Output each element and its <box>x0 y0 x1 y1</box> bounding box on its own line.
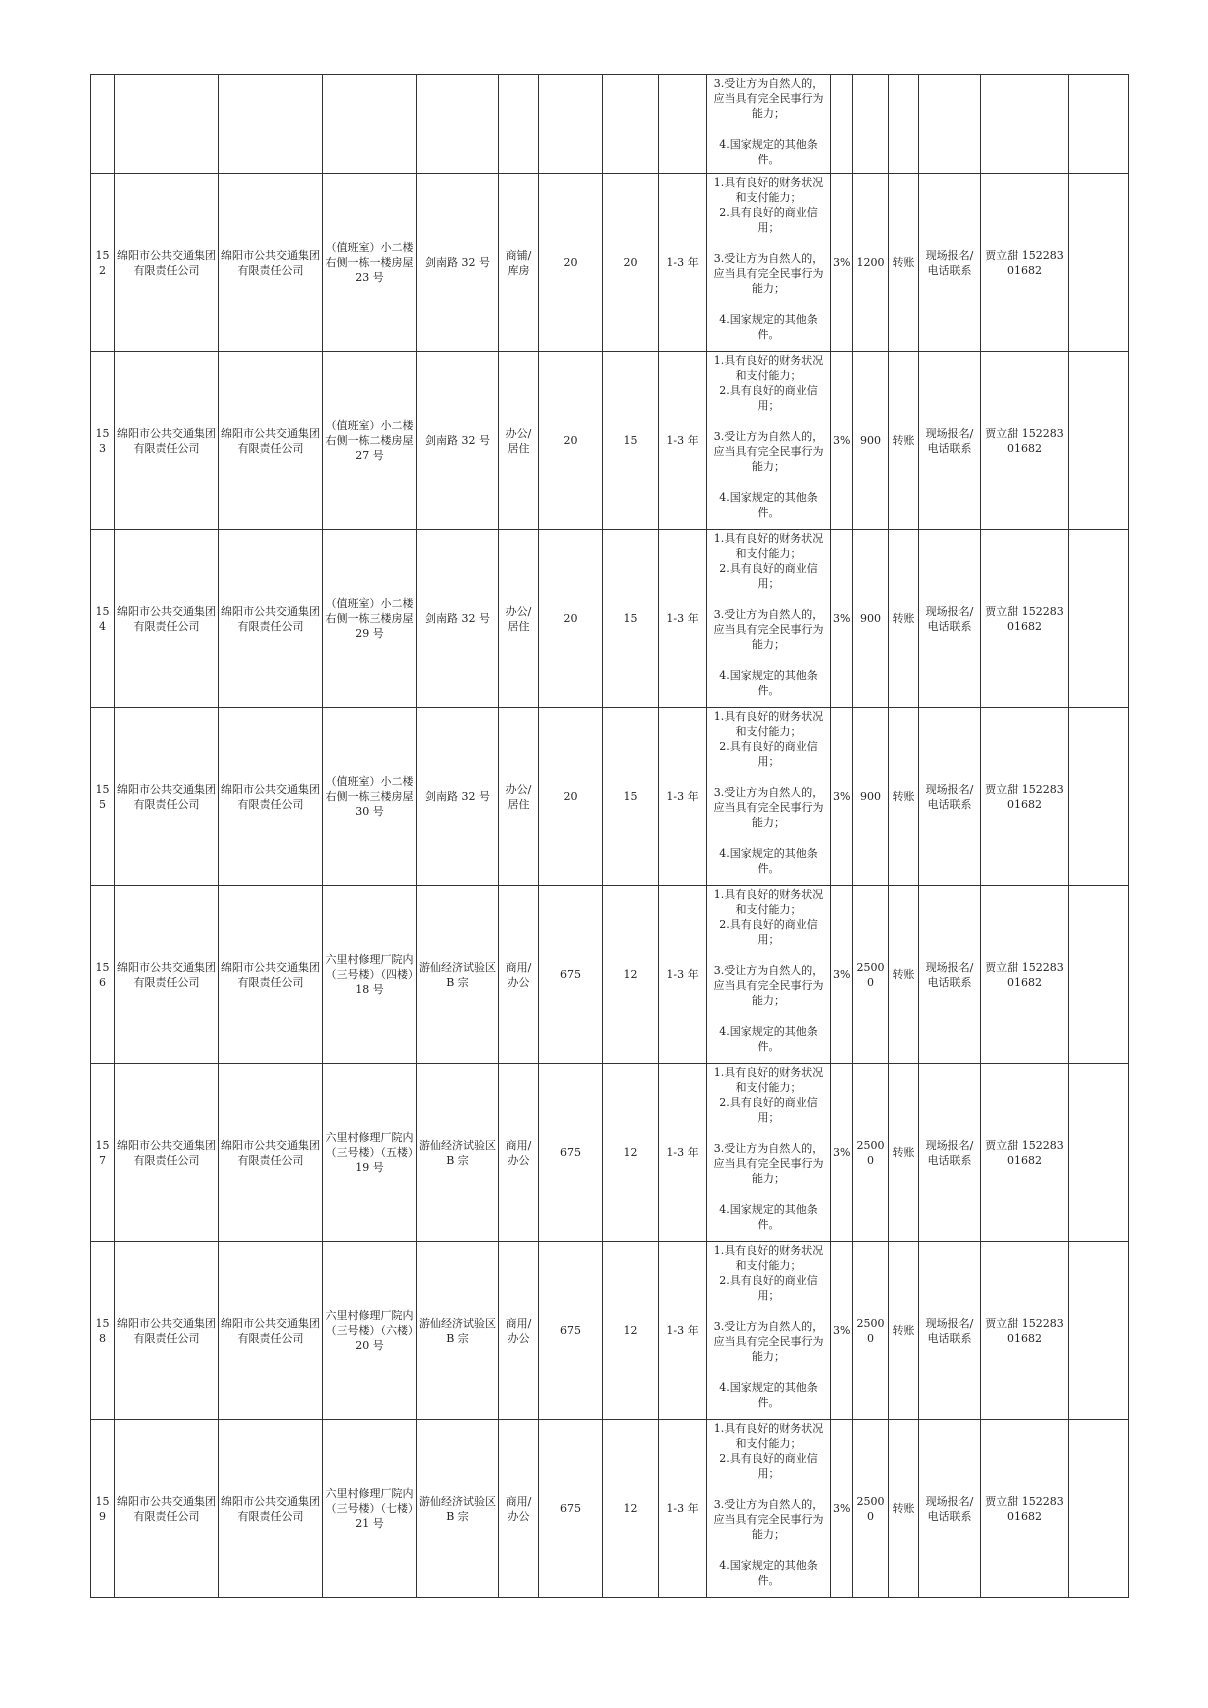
cell-rate: 3% <box>831 352 853 530</box>
cell-signup: 现场报名/电话联系 <box>919 1064 981 1242</box>
condition-line: 1.具有良好的财务状况和支付能力； <box>713 710 824 738</box>
condition-line: 2.具有良好的商业信用； <box>719 740 818 768</box>
cell-asset: 六里村修理厂院内（三号楼）（七楼）21 号 <box>323 1420 417 1598</box>
cell-owner: 绵阳市公共交通集团有限责任公司 <box>115 530 219 708</box>
cell-lessor: 绵阳市公共交通集团有限责任公司 <box>219 1064 323 1242</box>
cell-usage: 商用/办公 <box>499 1242 539 1420</box>
cell-contact: 贾立甜 15228301682 <box>981 708 1069 886</box>
cell-signup: 现场报名/电话联系 <box>919 1420 981 1598</box>
condition-line: 3.受让方为自然人的，应当具有完全民事行为能力； <box>713 786 824 829</box>
cell-no: 155 <box>91 708 115 886</box>
cell-price <box>603 75 659 174</box>
cell-owner: 绵阳市公共交通集团有限责任公司 <box>115 1064 219 1242</box>
cell-contact: 贾立甜 15228301682 <box>981 174 1069 352</box>
condition-line: 3.受让方为自然人的，应当具有完全民事行为能力； <box>713 430 824 473</box>
cell-usage <box>499 75 539 174</box>
cell-usage: 商用/办公 <box>499 886 539 1064</box>
cell-area: 675 <box>539 886 603 1064</box>
cell-contact: 贾立甜 15228301682 <box>981 1420 1069 1598</box>
cell-owner: 绵阳市公共交通集团有限责任公司 <box>115 1420 219 1598</box>
condition-line: 3.受让方为自然人的，应当具有完全民事行为能力； <box>713 1142 824 1185</box>
condition-line: 4.国家规定的其他条件。 <box>719 1559 818 1587</box>
table-row <box>91 352 1129 530</box>
cell-asset: （值班室）小二楼右侧一栋三楼房屋 29 号 <box>323 530 417 708</box>
condition-line: 3.受让方为自然人的，应当具有完全民事行为能力； <box>713 1320 824 1363</box>
cell-contact: 贾立甜 15228301682 <box>981 1064 1069 1242</box>
cell-payment: 转账 <box>889 530 919 708</box>
cell-owner: 绵阳市公共交通集团有限责任公司 <box>115 886 219 1064</box>
cell-area: 20 <box>539 352 603 530</box>
condition-line: 3.受让方为自然人的，应当具有完全民事行为能力； <box>713 1498 824 1541</box>
cell-deposit: 900 <box>853 352 889 530</box>
cell-price: 15 <box>603 530 659 708</box>
cell-remark <box>1069 352 1129 530</box>
cell-deposit: 25000 <box>853 1420 889 1598</box>
table-body <box>91 75 1129 1598</box>
cell-rate: 3% <box>831 886 853 1064</box>
condition-line: 2.具有良好的商业信用； <box>719 562 818 590</box>
cell-rate: 3% <box>831 1242 853 1420</box>
cell-no: 157 <box>91 1064 115 1242</box>
cell-location: 游仙经济试验区 B 宗 <box>417 1064 499 1242</box>
table-row <box>91 1064 1129 1242</box>
cell-rate: 3% <box>831 1420 853 1598</box>
condition-line: 1.具有良好的财务状况和支付能力； <box>713 354 824 382</box>
cell-location <box>417 75 499 174</box>
cell-rate <box>831 75 853 174</box>
cell-term <box>659 75 707 174</box>
cell-payment: 转账 <box>889 352 919 530</box>
table-row <box>91 708 1129 886</box>
cell-owner: 绵阳市公共交通集团有限责任公司 <box>115 1242 219 1420</box>
condition-line: 4.国家规定的其他条件。 <box>719 1203 818 1231</box>
condition-line: 1.具有良好的财务状况和支付能力； <box>713 1066 824 1094</box>
cell-usage: 商铺/库房 <box>499 174 539 352</box>
cell-payment: 转账 <box>889 174 919 352</box>
condition-line: 2.具有良好的商业信用； <box>719 206 818 234</box>
cell-no: 156 <box>91 886 115 1064</box>
cell-no: 152 <box>91 174 115 352</box>
cell-deposit: 900 <box>853 708 889 886</box>
cell-payment: 转账 <box>889 1064 919 1242</box>
cell-lessor: 绵阳市公共交通集团有限责任公司 <box>219 530 323 708</box>
cell-signup: 现场报名/电话联系 <box>919 352 981 530</box>
cell-price: 12 <box>603 1420 659 1598</box>
condition-line: 3.受让方为自然人的，应当具有完全民事行为能力； <box>713 252 824 295</box>
cell-term: 1-3 年 <box>659 352 707 530</box>
cell-area: 675 <box>539 1420 603 1598</box>
condition-line: 4.国家规定的其他条件。 <box>719 847 818 875</box>
cell-asset: （值班室）小二楼右侧一栋三楼房屋 30 号 <box>323 708 417 886</box>
cell-asset: 六里村修理厂院内（三号楼）（六楼）20 号 <box>323 1242 417 1420</box>
cell-usage: 办公/居住 <box>499 352 539 530</box>
cell-no: 154 <box>91 530 115 708</box>
cell-term: 1-3 年 <box>659 708 707 886</box>
condition-line: 1.具有良好的财务状况和支付能力； <box>713 1244 824 1272</box>
cell-conditions <box>707 530 831 708</box>
cell-conditions <box>707 352 831 530</box>
cell-lessor: 绵阳市公共交通集团有限责任公司 <box>219 352 323 530</box>
condition-line: 4.国家规定的其他条件。 <box>719 1025 818 1053</box>
cell-conditions <box>707 1064 831 1242</box>
cell-area <box>539 75 603 174</box>
cell-remark <box>1069 1242 1129 1420</box>
cell-area: 675 <box>539 1242 603 1420</box>
cell-conditions <box>707 75 831 174</box>
table-row-continued <box>91 75 1129 174</box>
cell-signup: 现场报名/电话联系 <box>919 708 981 886</box>
cell-asset: （值班室）小二楼右侧一栋二楼房屋 27 号 <box>323 352 417 530</box>
table-row <box>91 174 1129 352</box>
table-row <box>91 530 1129 708</box>
condition-line: 2.具有良好的商业信用； <box>719 384 818 412</box>
cell-payment: 转账 <box>889 886 919 1064</box>
cell-price: 12 <box>603 1064 659 1242</box>
cell-conditions <box>707 886 831 1064</box>
cell-signup: 现场报名/电话联系 <box>919 530 981 708</box>
cell-rate: 3% <box>831 708 853 886</box>
cell-lessor: 绵阳市公共交通集团有限责任公司 <box>219 708 323 886</box>
cell-price: 15 <box>603 352 659 530</box>
cell-deposit: 25000 <box>853 1242 889 1420</box>
cell-asset: 六里村修理厂院内（三号楼）（四楼）18 号 <box>323 886 417 1064</box>
cell-payment: 转账 <box>889 1242 919 1420</box>
cell-area: 20 <box>539 530 603 708</box>
cell-remark <box>1069 886 1129 1064</box>
cell-conditions <box>707 174 831 352</box>
condition-line: 4.国家规定的其他条件。 <box>719 138 818 166</box>
cell-area: 20 <box>539 174 603 352</box>
cell-contact: 贾立甜 15228301682 <box>981 352 1069 530</box>
cell-signup: 现场报名/电话联系 <box>919 886 981 1064</box>
cell-no: 153 <box>91 352 115 530</box>
cell-location: 剑南路 32 号 <box>417 352 499 530</box>
cell-signup: 现场报名/电话联系 <box>919 1242 981 1420</box>
cell-no: 158 <box>91 1242 115 1420</box>
cell-lessor: 绵阳市公共交通集团有限责任公司 <box>219 1242 323 1420</box>
condition-line: 1.具有良好的财务状况和支付能力； <box>713 176 824 204</box>
cell-remark <box>1069 1064 1129 1242</box>
cell-usage: 办公/居住 <box>499 530 539 708</box>
cell-price: 20 <box>603 174 659 352</box>
cell-payment: 转账 <box>889 1420 919 1598</box>
cell-term: 1-3 年 <box>659 886 707 1064</box>
condition-line: 4.国家规定的其他条件。 <box>719 491 818 519</box>
cell-usage: 办公/居住 <box>499 708 539 886</box>
cell-deposit: 25000 <box>853 1064 889 1242</box>
cell-deposit <box>853 75 889 174</box>
cell-deposit: 25000 <box>853 886 889 1064</box>
cell-area: 20 <box>539 708 603 886</box>
cell-contact: 贾立甜 15228301682 <box>981 1242 1069 1420</box>
cell-conditions <box>707 1242 831 1420</box>
cell-conditions <box>707 708 831 886</box>
cell-term: 1-3 年 <box>659 530 707 708</box>
cell-remark <box>1069 708 1129 886</box>
cell-usage: 商用/办公 <box>499 1064 539 1242</box>
cell-no <box>91 75 115 174</box>
condition-line: 2.具有良好的商业信用； <box>719 1096 818 1124</box>
condition-line: 4.国家规定的其他条件。 <box>719 1381 818 1409</box>
cell-no: 159 <box>91 1420 115 1598</box>
cell-location: 剑南路 32 号 <box>417 174 499 352</box>
cell-rate: 3% <box>831 174 853 352</box>
cell-contact: 贾立甜 15228301682 <box>981 530 1069 708</box>
cell-conditions <box>707 1420 831 1598</box>
cell-deposit: 900 <box>853 530 889 708</box>
cell-owner: 绵阳市公共交通集团有限责任公司 <box>115 708 219 886</box>
cell-asset <box>323 75 417 174</box>
cell-payment <box>889 75 919 174</box>
cell-remark <box>1069 174 1129 352</box>
cell-owner: 绵阳市公共交通集团有限责任公司 <box>115 174 219 352</box>
cell-location: 剑南路 32 号 <box>417 530 499 708</box>
condition-line: 3.受让方为自然人的，应当具有完全民事行为能力； <box>713 608 824 651</box>
condition-line: 2.具有良好的商业信用； <box>719 918 818 946</box>
cell-signup <box>919 75 981 174</box>
condition-line: 2.具有良好的商业信用； <box>719 1452 818 1480</box>
cell-price: 12 <box>603 1242 659 1420</box>
cell-term: 1-3 年 <box>659 1242 707 1420</box>
cell-rate: 3% <box>831 1064 853 1242</box>
asset-lease-table <box>90 74 1129 1598</box>
condition-line: 3.受让方为自然人的，应当具有完全民事行为能力； <box>713 77 824 120</box>
cell-contact <box>981 75 1069 174</box>
cell-location: 剑南路 32 号 <box>417 708 499 886</box>
cell-rate: 3% <box>831 530 853 708</box>
condition-line: 1.具有良好的财务状况和支付能力； <box>713 532 824 560</box>
cell-usage: 商用/办公 <box>499 1420 539 1598</box>
cell-lessor: 绵阳市公共交通集团有限责任公司 <box>219 1420 323 1598</box>
cell-deposit: 1200 <box>853 174 889 352</box>
cell-lessor: 绵阳市公共交通集团有限责任公司 <box>219 886 323 1064</box>
cell-payment: 转账 <box>889 708 919 886</box>
cell-asset: 六里村修理厂院内（三号楼）（五楼）19 号 <box>323 1064 417 1242</box>
cell-location: 游仙经济试验区 B 宗 <box>417 886 499 1064</box>
cell-owner <box>115 75 219 174</box>
cell-location: 游仙经济试验区 B 宗 <box>417 1420 499 1598</box>
cell-price: 15 <box>603 708 659 886</box>
cell-asset: （值班室）小二楼右侧一栋一楼房屋 23 号 <box>323 174 417 352</box>
condition-line: 3.受让方为自然人的，应当具有完全民事行为能力； <box>713 964 824 1007</box>
cell-location: 游仙经济试验区 B 宗 <box>417 1242 499 1420</box>
cell-lessor <box>219 75 323 174</box>
cell-term: 1-3 年 <box>659 174 707 352</box>
table-row <box>91 886 1129 1064</box>
cell-term: 1-3 年 <box>659 1064 707 1242</box>
cell-remark <box>1069 530 1129 708</box>
cell-lessor: 绵阳市公共交通集团有限责任公司 <box>219 174 323 352</box>
cell-price: 12 <box>603 886 659 1064</box>
condition-line: 1.具有良好的财务状况和支付能力； <box>713 888 824 916</box>
table-row <box>91 1420 1129 1598</box>
cell-owner: 绵阳市公共交通集团有限责任公司 <box>115 352 219 530</box>
table-row <box>91 1242 1129 1420</box>
cell-area: 675 <box>539 1064 603 1242</box>
cell-contact: 贾立甜 15228301682 <box>981 886 1069 1064</box>
condition-line: 2.具有良好的商业信用； <box>719 1274 818 1302</box>
cell-remark <box>1069 75 1129 174</box>
condition-line: 1.具有良好的财务状况和支付能力； <box>713 1422 824 1450</box>
cell-remark <box>1069 1420 1129 1598</box>
cell-signup: 现场报名/电话联系 <box>919 174 981 352</box>
condition-line: 4.国家规定的其他条件。 <box>719 669 818 697</box>
condition-line: 4.国家规定的其他条件。 <box>719 313 818 341</box>
cell-term: 1-3 年 <box>659 1420 707 1598</box>
